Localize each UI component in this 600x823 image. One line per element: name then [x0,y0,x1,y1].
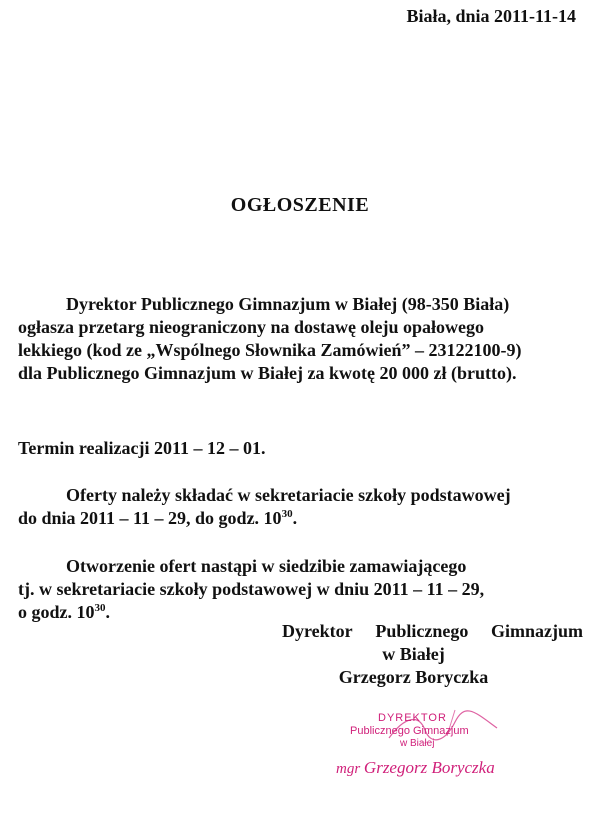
signature-role [282,620,583,643]
stamp-line: DYREKTOR [378,712,447,724]
stamp-name: Grzegorz Boryczka [363,758,495,777]
document-date: Biała, dnia 2011-11-14 [406,6,576,26]
role-word: Gimnazjum [491,621,583,641]
period: . [105,602,110,622]
signature-place: w Białej [382,644,445,664]
announcement-paragraph [18,293,584,385]
completion-date-paragraph: Termin realizacji 2011 – 12 – 01. [18,438,266,458]
stamp-line: Publicznego Gimnazjum [350,725,469,737]
opening-paragraph [18,555,584,624]
minutes-superscript: 30 [281,508,293,520]
paragraph-line: Oferty należy składać w sekretariacie szkoły podstawowej [66,485,511,505]
role-word: Dyrektor [282,621,353,641]
paragraph-line: lekkiego (kod ze „Wspólnego Słownika Zamówień” – 23122100-9) [18,340,522,360]
role-word: Publicznego [375,621,469,641]
minutes-superscript: 30 [94,602,106,614]
stamp-title: mgr [336,761,361,777]
paragraph-line: Otworzenie ofert nastąpi w siedzibie zamawiającego [66,556,467,576]
paragraph-line [18,507,584,530]
stamp-name-line [330,758,510,778]
official-stamp [330,712,510,778]
paragraph-line: ogłasza przetarg nieograniczony na dostawę oleju opałowego [18,317,484,337]
period: . [292,508,298,528]
deadline-text: do dnia 2011 – 11 – 29, do godz. 10 [18,508,282,528]
time-text: o godz. 10 [18,602,95,622]
signature-block [282,620,583,689]
paragraph-line: dla Publicznego Gimnazjum w Białej za kwotę 20 000 zł (brutto). [18,363,517,383]
paragraph-line: Dyrektor Publicznego Gimnazjum w Białej (98-350 Biała) [66,294,510,314]
signature-name: Grzegorz Boryczka [338,667,489,687]
paragraph-line: tj. w sekretariacie szkoły podstawowej w dniu 2011 – 11 – 29, [18,579,485,599]
stamp-line: w Białej [400,738,435,749]
document-title: OGŁOSZENIE [230,194,370,216]
offers-paragraph [18,484,584,530]
